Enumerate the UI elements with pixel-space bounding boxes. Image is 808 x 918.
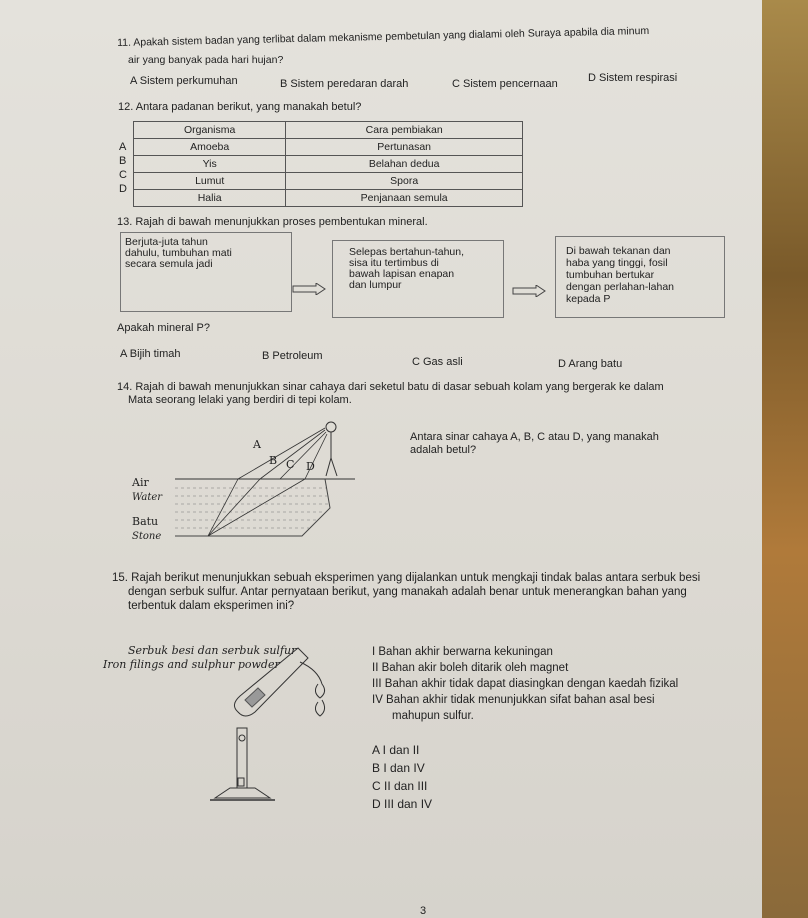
- q15-option-b: B I dan IV: [372, 761, 425, 775]
- box1-line: secara semula jadi: [125, 258, 213, 270]
- table-cell: Pertunasan: [286, 139, 523, 156]
- box1-line: dahulu, tumbuhan mati: [125, 247, 232, 259]
- q15-text-cont: dengan serbuk sulfur. Antar pernyataan berikut, yang manakah adalah benar untuk menerangkan bahan yang: [128, 586, 687, 598]
- q14-text-cont: Mata seorang lelaki yang berdiri di tepi kolam.: [128, 394, 352, 406]
- test-tube: [234, 648, 308, 716]
- q12-letter-a: A: [119, 141, 127, 153]
- q14-question-line2: adalah betul?: [410, 444, 477, 456]
- box3-line: dengan perlahan-lahan: [566, 281, 675, 293]
- q13-option-c: C Gas asli: [412, 356, 463, 368]
- diagram-label-english: Iron filings and sulphur powder: [103, 658, 280, 671]
- q11-option-d: D Sistem respirasi: [588, 72, 678, 84]
- box2-line: bawah lapisan enapan: [349, 268, 455, 280]
- q13-box-1: [120, 232, 292, 312]
- q12-letters: [119, 140, 127, 196]
- q13-option-a: A Bijih timah: [120, 348, 181, 360]
- table-row: [134, 156, 523, 173]
- q11-option-c: C Sistem pencernaan: [452, 78, 558, 90]
- table-cell: Penjanaan semula: [286, 190, 523, 207]
- background-edge: [762, 0, 808, 918]
- q15-statement-4: IV Bahan akhir tidak menunjukkan sifat bahan asal besi: [372, 694, 655, 706]
- table-row: [134, 190, 523, 207]
- page-number: 3: [420, 905, 427, 917]
- box2-line: Selepas bertahun-tahun,: [349, 246, 465, 258]
- mixture: [245, 688, 265, 707]
- q14-text: 14. Rajah di bawah menunjukkan sinar cahaya dari seketul batu di dasar sebuah kolam yang bergerak ke dalam: [117, 381, 664, 393]
- q13-box-3: [555, 236, 725, 318]
- q15-statement-4-cont: mahupun sulfur.: [392, 710, 474, 722]
- label-stone: Stone: [132, 531, 162, 542]
- table-cell: Amoeba: [134, 139, 286, 156]
- box1-line: Berjuta-juta tahun: [125, 236, 208, 248]
- q15-option-d: D III dan IV: [372, 797, 433, 811]
- q12-text: 12. Antara padanan berikut, yang manakah betul?: [118, 101, 362, 113]
- box3-line: kepada P: [566, 293, 611, 305]
- arrow-right-icon: [512, 285, 546, 297]
- table-header-row: [134, 122, 523, 139]
- q14-question-line1: Antara sinar cahaya A, B, C atau D, yang manakah: [410, 431, 659, 443]
- burner-icon: [238, 778, 244, 786]
- q12-letter-d: D: [119, 183, 127, 195]
- person-icon: [326, 422, 337, 476]
- q11-option-a: A Sistem perkumuhan: [130, 75, 238, 87]
- col-organisma: Organisma: [134, 122, 286, 139]
- box2-line: sisa itu tertimbus di: [349, 257, 439, 269]
- water-hatching: [175, 488, 329, 528]
- box3-line: Di bawah tekanan dan: [566, 245, 671, 257]
- q11-option-b: B Sistem peredaran darah: [280, 78, 409, 90]
- q15-option-a: A I dan II: [372, 743, 420, 757]
- table-cell: Lumut: [134, 173, 286, 190]
- q12-table: [133, 121, 523, 207]
- q11-text: 11. Apakah sistem badan yang terlibat dalam mekanisme pembetulan yang dialami oleh Suraya apabila dia minum: [117, 24, 650, 49]
- table-cell: Spora: [286, 173, 523, 190]
- q15-apparatus-diagram: [200, 640, 340, 815]
- diagram-label-malay: Serbuk besi dan serbuk sulfur: [128, 644, 297, 657]
- table-row: [134, 139, 523, 156]
- q15-text: 15. Rajah berikut menunjukkan sebuah eksperimen yang dijalankan untuk mengkaji tindak balas antara serbuk besi: [112, 572, 701, 584]
- label-batu: Batu: [132, 515, 159, 528]
- q13-option-b: B Petroleum: [262, 350, 323, 362]
- col-cara-pembiakan: Cara pembiakan: [286, 122, 523, 139]
- clamp-icon: [300, 662, 325, 698]
- ray-label-c: C: [286, 458, 295, 471]
- box3-line: tumbuhan bertukar: [566, 269, 655, 281]
- q12-letter-c: C: [119, 169, 127, 181]
- arrow-right-icon: [292, 283, 326, 295]
- q12-letter-b: B: [119, 155, 127, 167]
- table-cell: Halia: [134, 190, 286, 207]
- label-air: Air: [132, 476, 149, 489]
- table-cell: Belahan dedua: [286, 156, 523, 173]
- q15-text-cont2: terbentuk dalam eksperimen ini?: [128, 600, 295, 612]
- box3-line: haba yang tinggi, fosil: [566, 257, 668, 269]
- q13-text: 13. Rajah di bawah menunjukkan proses pembentukan mineral.: [117, 216, 428, 228]
- q11-text-cont: air yang banyak pada hari hujan?: [128, 54, 284, 66]
- q15-statement-2: II Bahan akir boleh ditarik oleh magnet: [372, 662, 569, 674]
- q13-option-d: D Arang batu: [558, 358, 623, 370]
- q13-question: Apakah mineral P?: [117, 322, 210, 334]
- q15-statement-3: III Bahan akhir tidak dapat diasingkan dengan kaedah fizikal: [372, 678, 679, 690]
- table-row: [134, 173, 523, 190]
- q15-option-c: C II dan III: [372, 779, 428, 793]
- q14-refraction-diagram: [130, 418, 360, 546]
- q13-box-2: [332, 240, 504, 318]
- ray-label-d: D: [306, 460, 315, 473]
- table-cell: Yis: [134, 156, 286, 173]
- label-water: Water: [132, 492, 163, 503]
- ray-label-b: B: [269, 454, 278, 467]
- q15-statement-1: I Bahan akhir berwarna kekuningan: [372, 646, 553, 658]
- ray-label-a: A: [253, 438, 261, 451]
- box2-line: dan lumpur: [349, 279, 402, 291]
